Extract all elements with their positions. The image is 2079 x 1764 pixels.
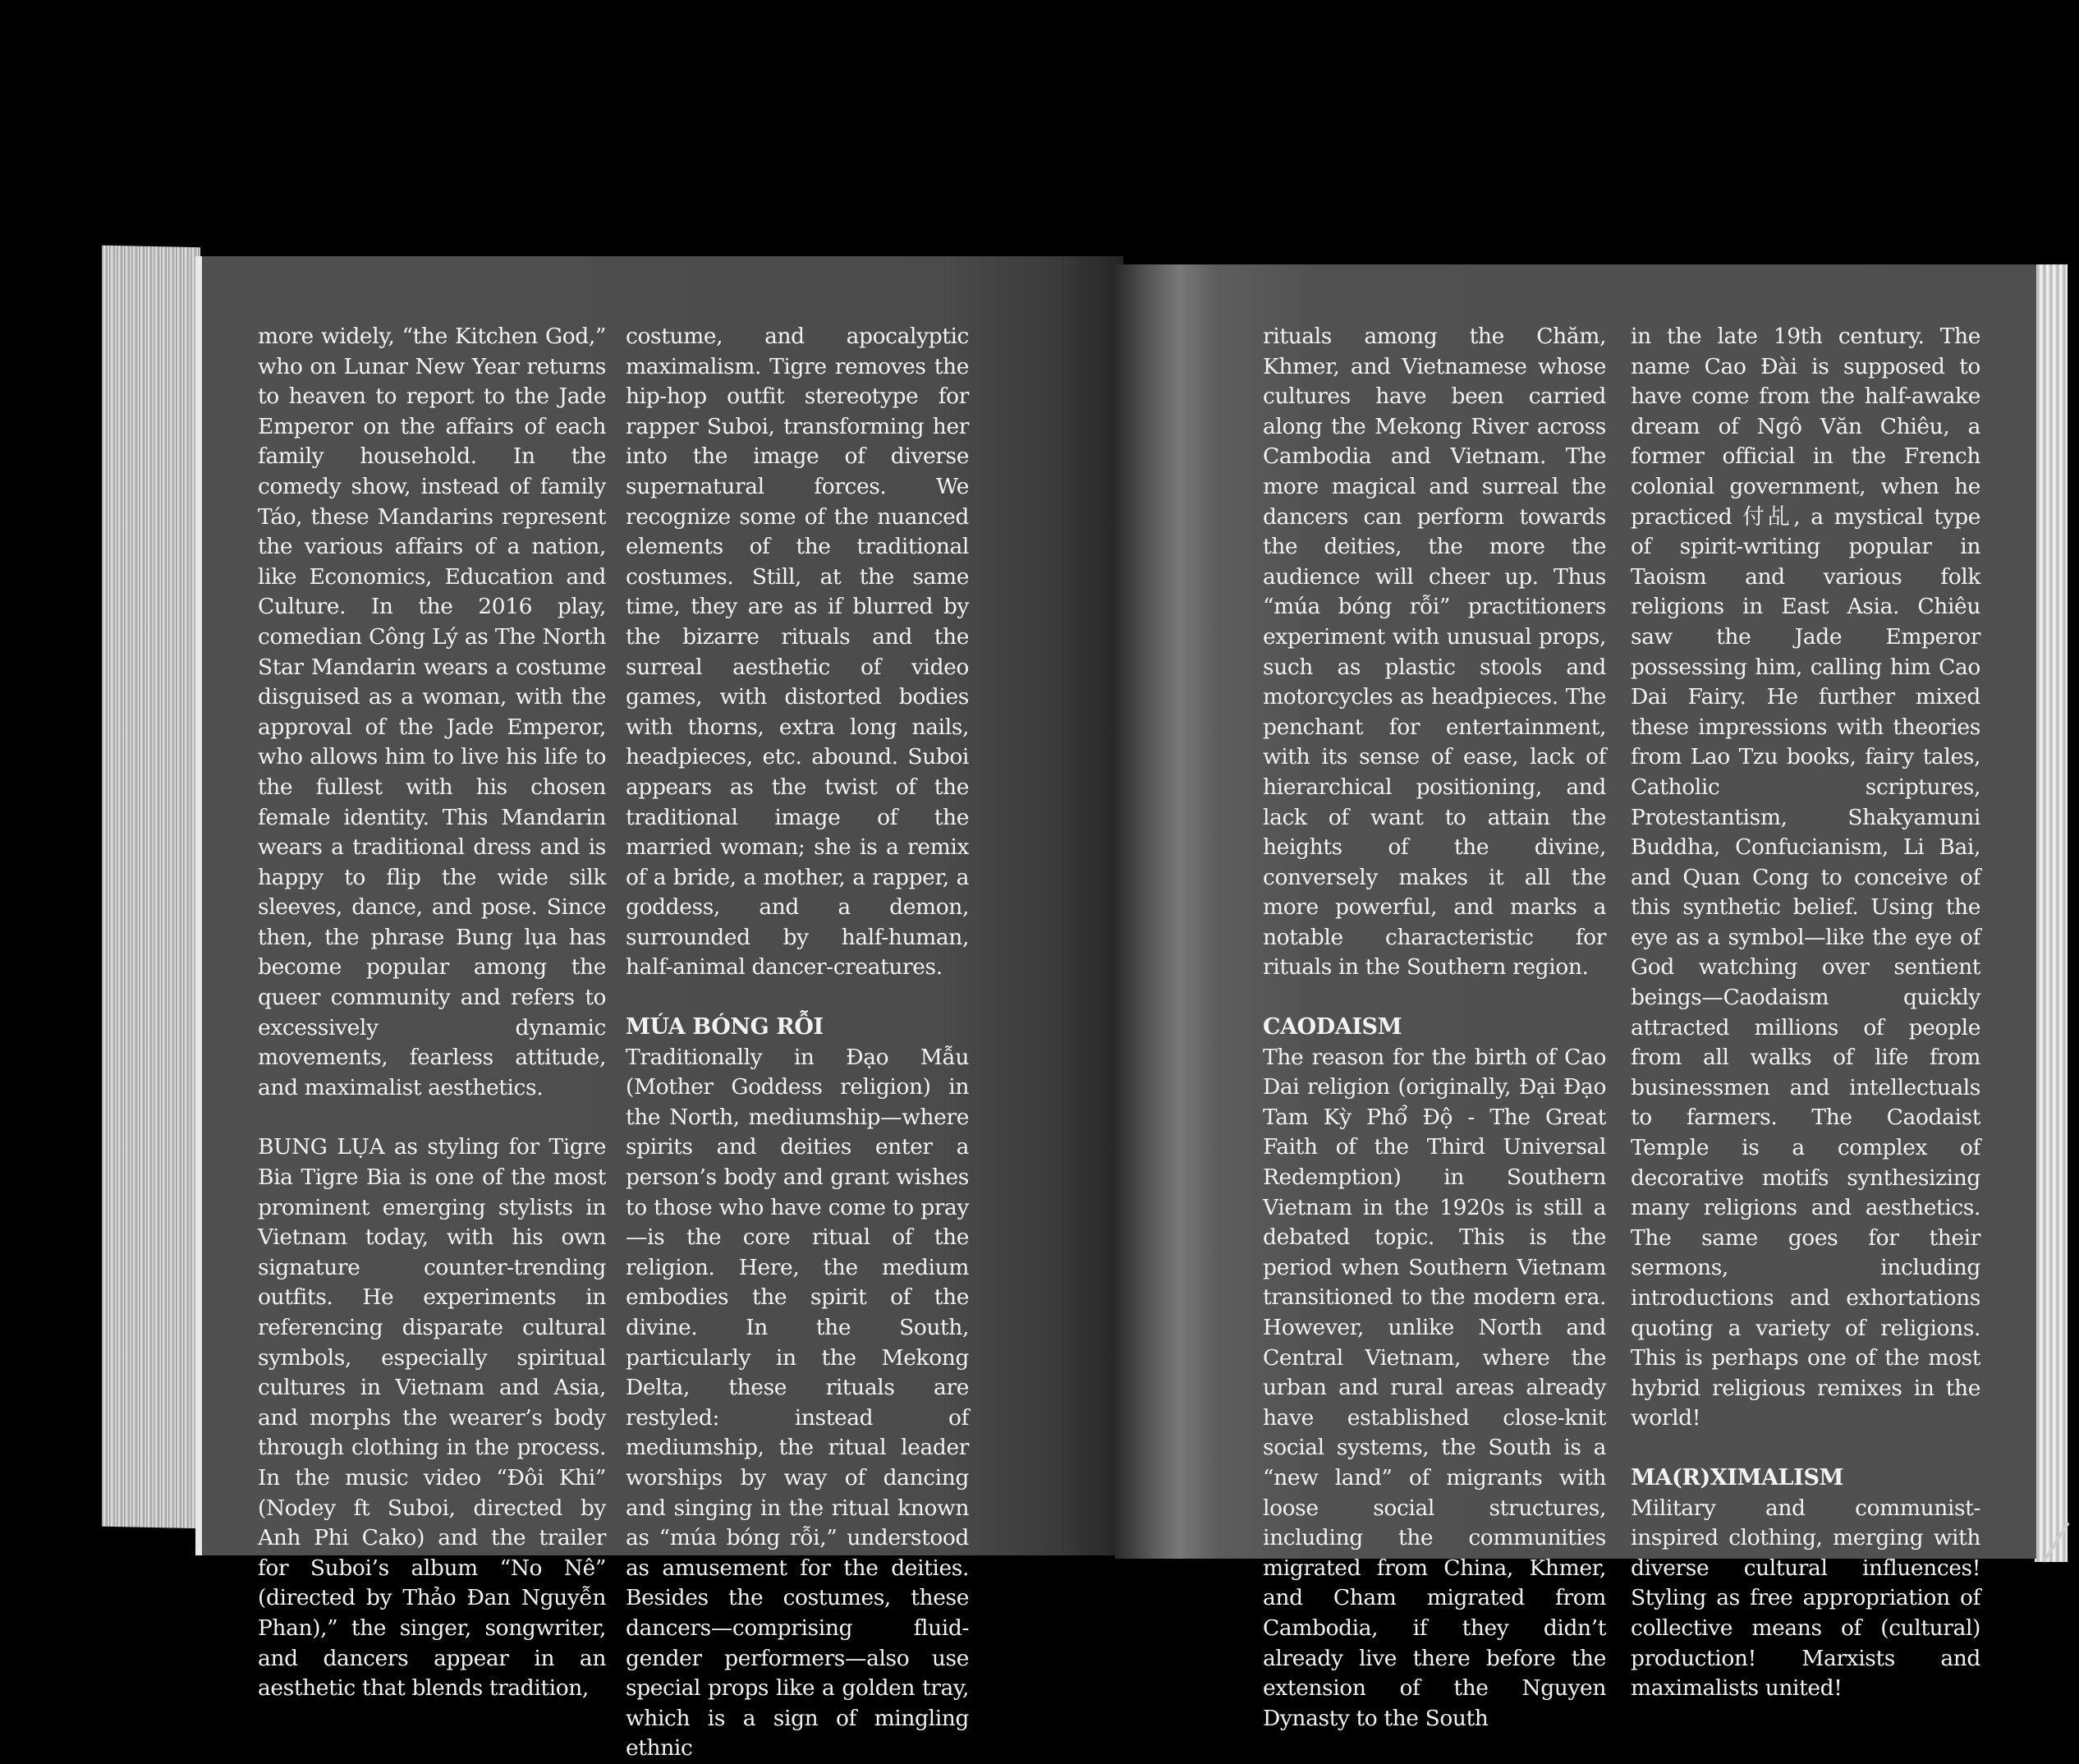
- right-page-edges: [2035, 264, 2068, 1562]
- paragraph: in the late 19th century. The name Cao Đài is supposed to have come from the half-awake dream of Ngô Văn Chiêu, a former official in the French colonial government, when he practiced 付乩, a mystical type of spirit-writing popular in Taoism and various folk religions in East Asia. Chiêu saw the Jade Emperor possessing him, calling him Cao Dai Fairy. He further mixed these impressions with theories from Lao Tzu books, fairy tales, Catholic scriptures, Protestantism, Shakyamuni Buddha, Confucianism, Li Bai, and Quan Cong to conceive of this synthetic belief. Using the eye as a symbol—like the eye of God watching over sentient beings—Caodaism quickly attracted millions of people from all walks of life from businessmen and intellectuals to farmers. The Caodaist Temple is a complex of decorative motifs synthesizing many religions and aesthetics. The same goes for their sermons, including introductions and exhortations quoting a variety of religions. This is perhaps one of the most hybrid religious remixes in the world!: [1631, 324, 1980, 1431]
- paragraph: costume, and apocalyptic maximalism. Tigre removes the hip-hop outfit stereotype for rapper Suboi, transforming her into the image of diverse supernatural forces. We recognize some of the nuanced elements of the traditional costumes. Still, at the same time, they are as if blurred by the bizarre rituals and the surreal aesthetic of video games, with distorted bodies with thorns, extra long nails, headpieces, etc. abound. Suboi appears as the twist of the traditional image of the married woman; she is a remix of a bride, a mother, a rapper, a goddess, and a demon, surrounded by half-human, half-animal dancer-creatures.: [626, 324, 969, 981]
- section-heading: CAODAISM: [1263, 1014, 1402, 1040]
- paragraph: BUNG LỤA as styling for Tigre Bia Tigre Bia is one of the most prominent emerging stylists in Vietnam today, with his own signature counter-trending outfits. He experiments in referencing disparate cultural symbols, especially spiritual cultures in Vietnam and Asia, and morphs the wearer’s body through clothing in the process. In the music video “Đôi Khi” (Nodey ft Suboi, directed by Anh Phi Cako) and the trailer for Suboi’s album “No Nê” (directed by Thảo Đan Nguyễn Phan),” the singer, songwriter, and dancers appear in an aesthetic that blends tradition,: [258, 1134, 606, 1702]
- left-column-2: [626, 322, 969, 1764]
- paragraph: more widely, “the Kitchen God,” who on Lunar New Year returns to heaven to report to the Jade Emperor on the affairs of each family household. In the comedy show, instead of family Táo, these Mandarins represent the various affairs of a nation, like Economics, Education and Culture. In the 2016 play, comedian Công Lý as The North Star Mandarin wears a costume disguised as a woman, with the approval of the Jade Emperor, who allows him to live his life to the fullest with his chosen female identity. This Mandarin wears a traditional dress and is happy to flip the wide silk sleeves, dance, and pose. Since then, the phrase Bung lụa has become popular among the queer community and refers to excessively dynamic movements, fearless attitude, and maximalist aesthetics.: [258, 324, 606, 1100]
- right-page: [1115, 264, 2036, 1731]
- section-heading: MA(R)XIMALISM: [1631, 1464, 1844, 1491]
- paragraph: Military and communist-inspired clothing, merging with diverse cultural influences! Styling as free appropriation of collective means of (cultural) production! Marxists and maximalists united!: [1631, 1495, 1980, 1702]
- left-page-edges: [102, 246, 200, 1529]
- left-column-1: [258, 322, 606, 1704]
- section-heading: MÚA BÓNG RỖI: [626, 1014, 824, 1040]
- left-page: [195, 256, 1123, 1762]
- right-column-1: [1263, 322, 1606, 1734]
- right-column-2: [1631, 322, 1980, 1704]
- paragraph: Traditionally in Đạo Mẫu (Mother Goddess religion) in the North, mediumship—where spirits and deities enter a person’s body and grant wishes to those who have come to pray—is the core ritual of the religion. Here, the medium embodies the spirit of the divine. In the South, particularly in the Mekong Delta, these rituals are restyled: instead of mediumship, the ritual leader worships by way of dancing and singing in the ritual known as “múa bóng rỗi,” understood as amusement for the deities. Besides the costumes, these dancers—comprising fluid-gender performers—also use special props like a golden tray, which is a sign of mingling ethnic: [626, 1044, 969, 1762]
- paragraph: The reason for the birth of Cao Dai religion (originally, Đại Đạo Tam Kỳ Phổ Độ - The Great Faith of the Third Universal Redemption) in Southern Vietnam in the 1920s is still a debated topic. This is the period when Southern Vietnam transitioned to the modern era. However, unlike North and Central Vietnam, where the urban and rural areas already have established close-knit social systems, the South is a “new land” of migrants with loose social structures, including the communities migrated from China, Khmer, and Cham migrated from Cambodia, if they didn’t already live there before the extension of the Nguyen Dynasty to the South: [1263, 1044, 1606, 1731]
- paragraph: rituals among the Chăm, Khmer, and Vietnamese whose cultures have been carried along the Mekong River across Cambodia and Vietnam. The more magical and surreal the dancers can perform towards the deities, the more the audience will cheer up. Thus “múa bóng rỗi” practitioners experiment with unusual props, such as plastic stools and motorcycles as headpieces. The penchant for entertainment, with its sense of ease, lack of hierarchical positioning, and lack of want to attain the heights of the divine, conversely makes it all the more powerful, and marks a notable characteristic for rituals in the Southern region.: [1263, 324, 1606, 981]
